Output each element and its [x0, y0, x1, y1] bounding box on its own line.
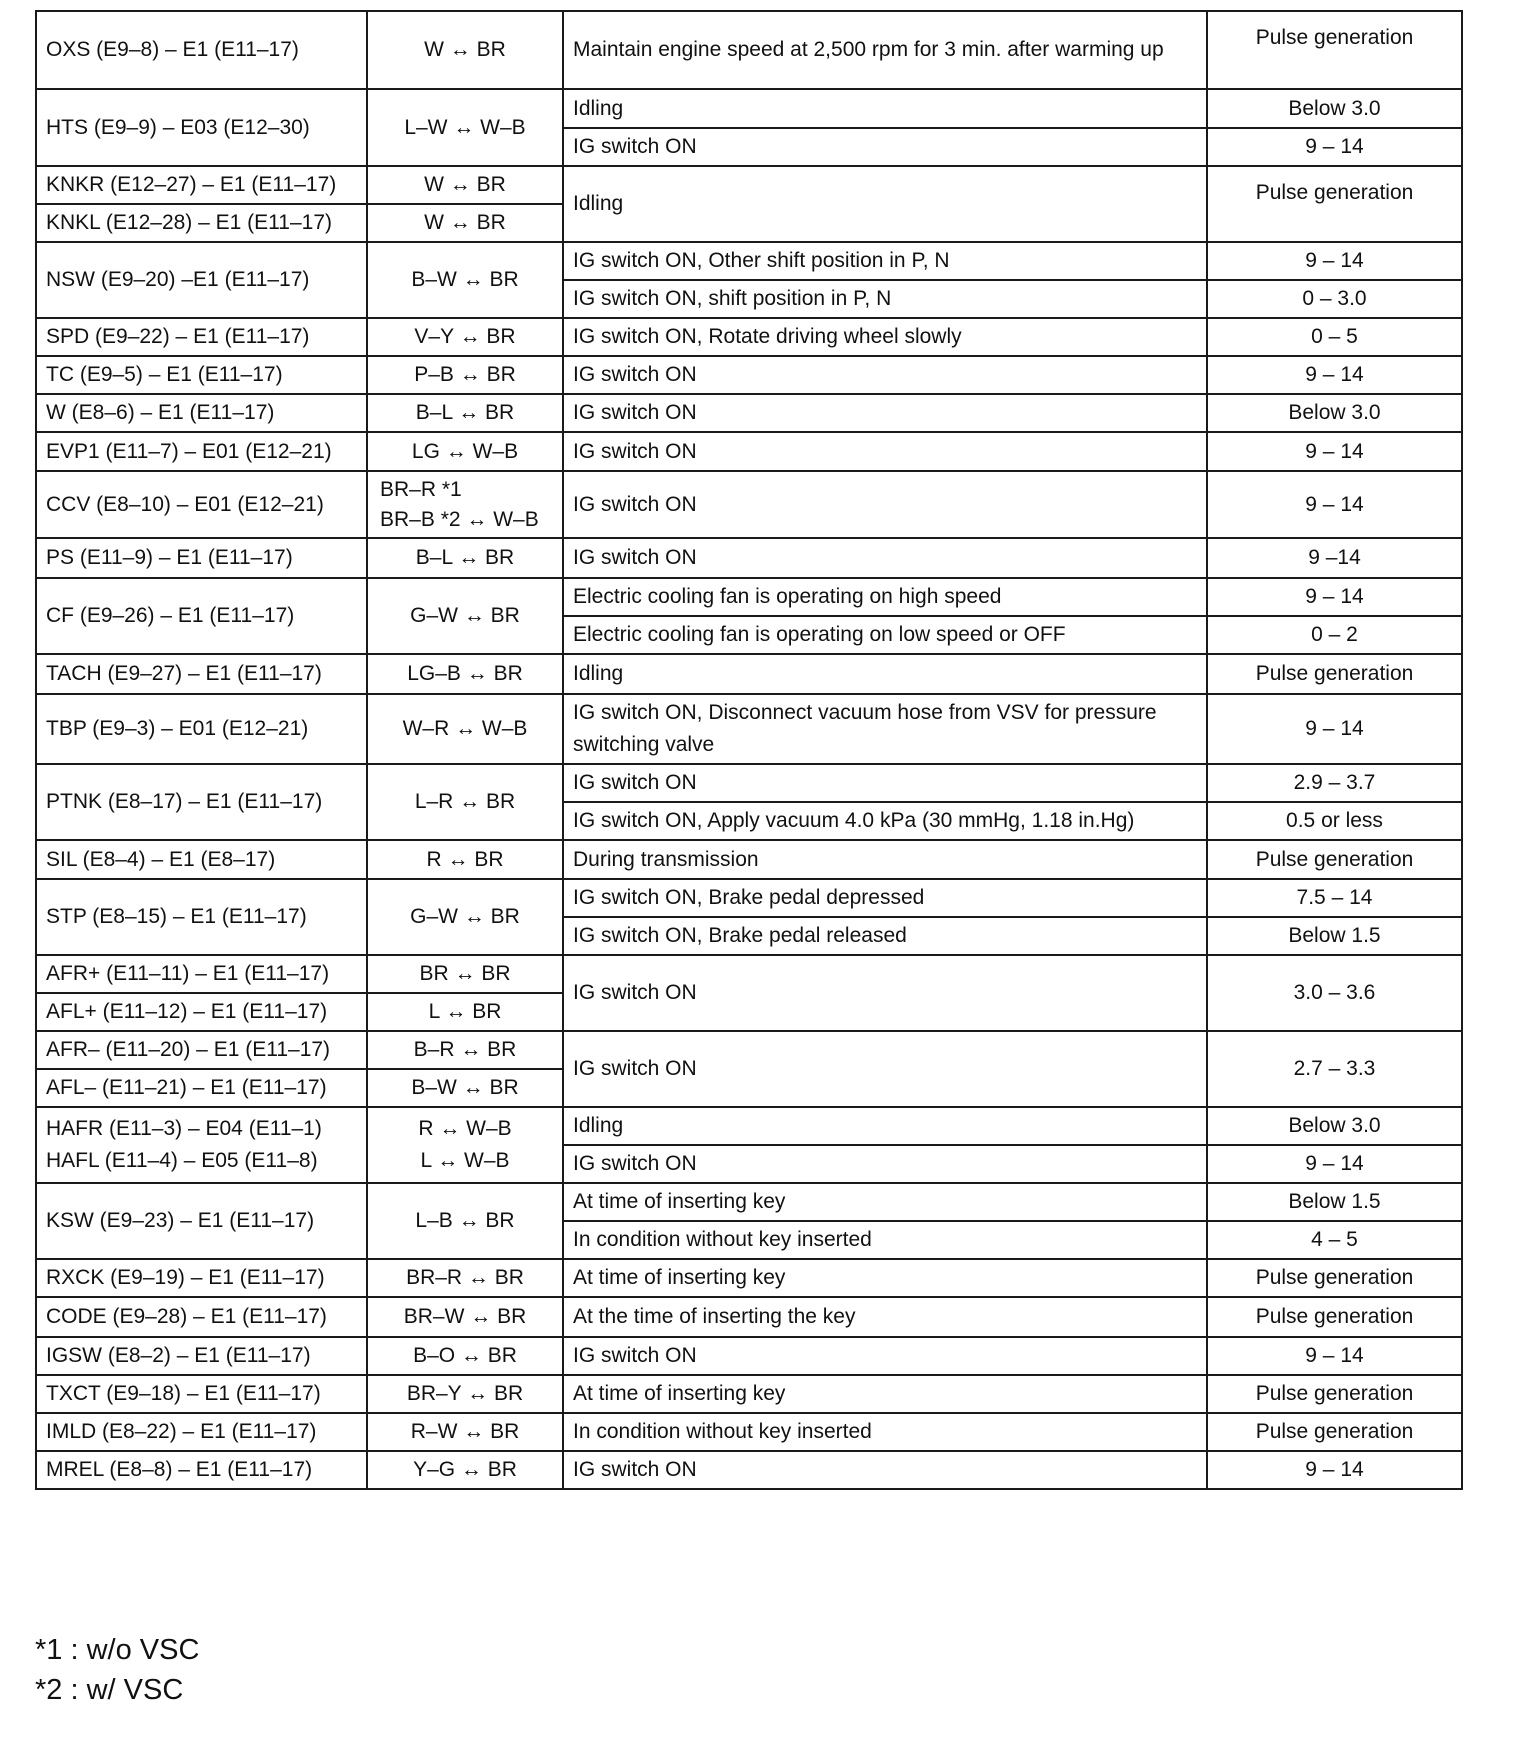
condition-cell: Idling — [563, 166, 1207, 242]
condition-cell: IG switch ON — [563, 1031, 1207, 1107]
wiring-cell: R ↔ BR — [367, 840, 563, 879]
condition-cell: Maintain engine speed at 2,500 rpm for 3 min. after warming up — [563, 11, 1207, 89]
condition-cell: In condition without key inserted — [563, 1413, 1207, 1451]
spec-cell: 3.0 – 3.6 — [1207, 955, 1462, 1031]
terminal-cell: AFR– (E11–20) – E1 (E11–17) — [36, 1031, 367, 1069]
table-row — [36, 1337, 1462, 1375]
terminal-cell: PTNK (E8–17) – E1 (E11–17) — [36, 764, 367, 840]
condition-cell: IG switch ON, Other shift position in P, N — [563, 242, 1207, 280]
spec-cell: 9 –14 — [1207, 538, 1462, 578]
spec-cell: 9 – 14 — [1207, 128, 1462, 166]
terminal-cell: STP (E8–15) – E1 (E11–17) — [36, 879, 367, 955]
table-row — [36, 394, 1462, 432]
condition-cell: IG switch ON — [563, 955, 1207, 1031]
condition-cell: IG switch ON — [563, 1337, 1207, 1375]
terminal-cell: TACH (E9–27) – E1 (E11–17) — [36, 654, 367, 694]
condition-cell: IG switch ON — [563, 128, 1207, 166]
wiring-line: BR–R *1 — [380, 477, 462, 501]
condition-cell: IG switch ON, Disconnect vacuum hose from VSV for pressure switching valve — [563, 694, 1207, 764]
spec-cell: 9 – 14 — [1207, 1337, 1462, 1375]
condition-cell: IG switch ON, Apply vacuum 4.0 kPa (30 mmHg, 1.18 in.Hg) — [563, 802, 1207, 840]
wiring-cell: G–W ↔ BR — [367, 578, 563, 654]
wiring-cell: W–R ↔ W–B — [367, 694, 563, 764]
terminal-cell: IGSW (E8–2) – E1 (E11–17) — [36, 1337, 367, 1375]
condition-cell: At time of inserting key — [563, 1375, 1207, 1413]
terminal-cell: RXCK (E9–19) – E1 (E11–17) — [36, 1259, 367, 1297]
table-row — [36, 318, 1462, 356]
condition-cell: IG switch ON, shift position in P, N — [563, 280, 1207, 318]
spec-cell: Below 3.0 — [1207, 89, 1462, 128]
spec-cell: 0 – 3.0 — [1207, 280, 1462, 318]
terminal-cell: TC (E9–5) – E1 (E11–17) — [36, 356, 367, 394]
wiring-cell: LG–B ↔ BR — [367, 654, 563, 694]
terminal-cell: KNKR (E12–27) – E1 (E11–17) — [36, 166, 367, 204]
spec-cell: 4 – 5 — [1207, 1221, 1462, 1259]
wiring-cell: B–L ↔ BR — [367, 538, 563, 578]
footnotes — [35, 1630, 199, 1710]
table-row — [36, 879, 1462, 917]
condition-cell: IG switch ON — [563, 471, 1207, 538]
table-row — [36, 694, 1462, 764]
terminal-line: HAFR (E11–3) – E04 (E11–1) — [46, 1117, 322, 1140]
spec-cell: 9 – 14 — [1207, 471, 1462, 538]
spec-cell: 2.9 – 3.7 — [1207, 764, 1462, 802]
spec-cell: Pulse generation — [1207, 840, 1462, 879]
table-row — [36, 432, 1462, 471]
spec-cell: Pulse generation — [1207, 11, 1462, 89]
wiring-cell — [367, 471, 563, 538]
table-row — [36, 1451, 1462, 1489]
spec-cell: Pulse generation — [1207, 1297, 1462, 1337]
wiring-cell: BR–Y ↔ BR — [367, 1375, 563, 1413]
wiring-cell: W ↔ BR — [367, 166, 563, 204]
terminal-cell: KSW (E9–23) – E1 (E11–17) — [36, 1183, 367, 1259]
spec-cell: Pulse generation — [1207, 1375, 1462, 1413]
terminal-cell: IMLD (E8–22) – E1 (E11–17) — [36, 1413, 367, 1451]
table-row — [36, 166, 1462, 204]
condition-cell: IG switch ON — [563, 432, 1207, 471]
spec-cell: 9 – 14 — [1207, 1145, 1462, 1183]
wiring-cell: BR ↔ BR — [367, 955, 563, 993]
terminal-cell: AFL– (E11–21) – E1 (E11–17) — [36, 1069, 367, 1107]
spec-cell: 7.5 – 14 — [1207, 879, 1462, 917]
spec-cell: 0 – 2 — [1207, 616, 1462, 654]
wiring-cell: B–O ↔ BR — [367, 1337, 563, 1375]
table-row — [36, 764, 1462, 802]
spec-cell: 9 – 14 — [1207, 578, 1462, 616]
condition-cell: IG switch ON — [563, 764, 1207, 802]
wiring-cell: L–R ↔ BR — [367, 764, 563, 840]
footnote-1: *1 : w/o VSC — [35, 1634, 200, 1666]
wiring-cell: L ↔ BR — [367, 993, 563, 1031]
table-row — [36, 1259, 1462, 1297]
terminal-cell: MREL (E8–8) – E1 (E11–17) — [36, 1451, 367, 1489]
spec-cell: Pulse generation — [1207, 166, 1462, 242]
condition-cell: IG switch ON — [563, 538, 1207, 578]
spec-cell: 9 – 14 — [1207, 356, 1462, 394]
terminal-cell: AFR+ (E11–11) – E1 (E11–17) — [36, 955, 367, 993]
condition-cell: IG switch ON, Brake pedal depressed — [563, 879, 1207, 917]
condition-cell: At time of inserting key — [563, 1183, 1207, 1221]
condition-cell: IG switch ON, Rotate driving wheel slowly — [563, 318, 1207, 356]
condition-cell: Electric cooling fan is operating on high speed — [563, 578, 1207, 616]
table-row — [36, 955, 1462, 993]
table-row — [36, 11, 1462, 89]
table-row — [36, 840, 1462, 879]
wiring-line: L ↔ W–B — [420, 1149, 510, 1172]
wiring-cell — [367, 1107, 563, 1183]
table-row — [36, 578, 1462, 616]
terminal-cell: W (E8–6) – E1 (E11–17) — [36, 394, 367, 432]
table-row — [36, 471, 1462, 538]
wiring-cell: Y–G ↔ BR — [367, 1451, 563, 1489]
table-row — [36, 1183, 1462, 1221]
condition-cell: IG switch ON — [563, 1451, 1207, 1489]
wiring-cell: W ↔ BR — [367, 204, 563, 242]
wiring-cell: R–W ↔ BR — [367, 1413, 563, 1451]
terminal-cell: PS (E11–9) – E1 (E11–17) — [36, 538, 367, 578]
table-row — [36, 1375, 1462, 1413]
wiring-cell: P–B ↔ BR — [367, 356, 563, 394]
terminal-voltage-table — [35, 10, 1463, 1490]
wiring-cell: V–Y ↔ BR — [367, 318, 563, 356]
terminal-cell: SIL (E8–4) – E1 (E8–17) — [36, 840, 367, 879]
wiring-cell: L–W ↔ W–B — [367, 89, 563, 166]
terminal-line: HAFL (E11–4) – E05 (E11–8) — [46, 1149, 318, 1172]
spec-cell: 2.7 – 3.3 — [1207, 1031, 1462, 1107]
condition-cell: Electric cooling fan is operating on low speed or OFF — [563, 616, 1207, 654]
table-row — [36, 538, 1462, 578]
terminal-cell: HTS (E9–9) – E03 (E12–30) — [36, 89, 367, 166]
spec-cell: Below 3.0 — [1207, 1107, 1462, 1145]
spec-cell: 9 – 14 — [1207, 1451, 1462, 1489]
terminal-cell: CCV (E8–10) – E01 (E12–21) — [36, 471, 367, 538]
terminal-cell: NSW (E9–20) –E1 (E11–17) — [36, 242, 367, 318]
condition-cell: In condition without key inserted — [563, 1221, 1207, 1259]
terminal-cell: TBP (E9–3) – E01 (E12–21) — [36, 694, 367, 764]
terminal-cell: SPD (E9–22) – E1 (E11–17) — [36, 318, 367, 356]
spec-cell: 0.5 or less — [1207, 802, 1462, 840]
condition-cell: Idling — [563, 89, 1207, 128]
condition-cell: IG switch ON — [563, 356, 1207, 394]
condition-cell: IG switch ON — [563, 1145, 1207, 1183]
table-row — [36, 89, 1462, 128]
condition-cell: At the time of inserting the key — [563, 1297, 1207, 1337]
wiring-cell: B–R ↔ BR — [367, 1031, 563, 1069]
spec-cell: 9 – 14 — [1207, 432, 1462, 471]
wiring-cell: B–W ↔ BR — [367, 242, 563, 318]
terminal-cell: TXCT (E9–18) – E1 (E11–17) — [36, 1375, 367, 1413]
wiring-cell: L–B ↔ BR — [367, 1183, 563, 1259]
wiring-cell: BR–R ↔ BR — [367, 1259, 563, 1297]
table-row — [36, 1107, 1462, 1145]
wiring-line: BR–B *2 ↔ W–B — [380, 507, 539, 531]
table-row — [36, 654, 1462, 694]
spec-cell: 9 – 14 — [1207, 694, 1462, 764]
wiring-cell: G–W ↔ BR — [367, 879, 563, 955]
spec-cell: Below 1.5 — [1207, 1183, 1462, 1221]
spec-cell: Below 3.0 — [1207, 394, 1462, 432]
condition-cell: During transmission — [563, 840, 1207, 879]
spec-cell: 0 – 5 — [1207, 318, 1462, 356]
table-row — [36, 242, 1462, 280]
terminal-cell: OXS (E9–8) – E1 (E11–17) — [36, 11, 367, 89]
condition-cell: Idling — [563, 654, 1207, 694]
wiring-cell: W ↔ BR — [367, 11, 563, 89]
spec-cell: Pulse generation — [1207, 1413, 1462, 1451]
terminal-cell: CODE (E9–28) – E1 (E11–17) — [36, 1297, 367, 1337]
footnote-2: *2 : w/ VSC — [35, 1674, 184, 1706]
terminal-cell: EVP1 (E11–7) – E01 (E12–21) — [36, 432, 367, 471]
terminal-cell — [36, 1107, 367, 1183]
terminal-cell: AFL+ (E11–12) – E1 (E11–17) — [36, 993, 367, 1031]
condition-cell: Idling — [563, 1107, 1207, 1145]
wiring-cell: LG ↔ W–B — [367, 432, 563, 471]
spec-cell: Pulse generation — [1207, 1259, 1462, 1297]
table-row — [36, 1031, 1462, 1069]
spec-cell: 9 – 14 — [1207, 242, 1462, 280]
table-row — [36, 356, 1462, 394]
table-row — [36, 1413, 1462, 1451]
terminal-cell: CF (E9–26) – E1 (E11–17) — [36, 578, 367, 654]
condition-cell: At time of inserting key — [563, 1259, 1207, 1297]
wiring-line: R ↔ W–B — [418, 1117, 512, 1140]
terminal-cell: KNKL (E12–28) – E1 (E11–17) — [36, 204, 367, 242]
wiring-cell: B–W ↔ BR — [367, 1069, 563, 1107]
spec-cell: Below 1.5 — [1207, 917, 1462, 955]
condition-cell: IG switch ON, Brake pedal released — [563, 917, 1207, 955]
wiring-cell: B–L ↔ BR — [367, 394, 563, 432]
table-row — [36, 1297, 1462, 1337]
wiring-cell: BR–W ↔ BR — [367, 1297, 563, 1337]
spec-cell: Pulse generation — [1207, 654, 1462, 694]
condition-cell: IG switch ON — [563, 394, 1207, 432]
